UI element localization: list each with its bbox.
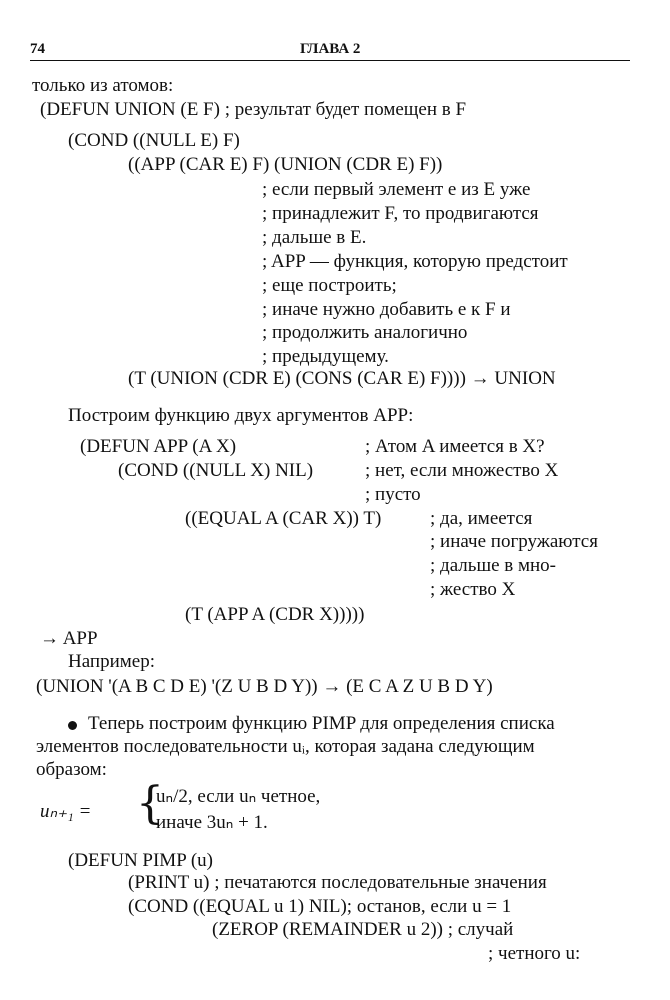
comment-line: ; принадлежит F, то продвигаются <box>262 203 539 224</box>
code-line: (COND ((EQUAL u 1) NIL); останов, если u = 1 <box>128 896 512 917</box>
code-line: (DEFUN PIMP (u) <box>68 850 213 871</box>
bullet-dot <box>68 715 83 737</box>
code-line: (COND ((NULL X) NIL) <box>118 460 314 481</box>
text-line: образом: <box>36 759 107 780</box>
code-line: (DEFUN UNION (E F) ; результат будет помещен в F <box>40 99 467 120</box>
code-line: → APP <box>40 628 98 649</box>
code-line: (T (UNION (CDR E) (CONS (CAR E) F)))) → UNION <box>128 368 556 389</box>
text-line: элементов последовательности uᵢ, которая задана следующим <box>36 736 535 757</box>
formula-lhs: uₙ₊₁ = <box>40 801 92 822</box>
formula-case-1: uₙ/2, если uₙ четное, <box>156 786 321 807</box>
comment-line: ; четного u: <box>488 943 581 964</box>
comment-line: ; предыдущему. <box>262 346 389 367</box>
comment-line: ; иначе погружаются <box>430 531 598 552</box>
text-line: Построим функцию двух аргументов APP: <box>68 405 414 426</box>
header-rule <box>30 60 630 61</box>
code-line: (PRINT u) ; печатаются последовательные значения <box>128 872 547 893</box>
text-line: Например: <box>68 651 155 672</box>
code-line: (T (APP A (CDR X))))) <box>185 604 365 625</box>
comment-line: ; да, имеется <box>430 508 533 529</box>
comment-line: ; продолжить аналогично <box>262 322 468 343</box>
comment-line: ; Атом A имеется в X? <box>365 436 545 457</box>
code-line: ((EQUAL A (CAR X)) T) <box>185 508 382 529</box>
code-line: (COND ((NULL E) F) <box>68 130 240 151</box>
text-line: Теперь построим функцию PIMP для определения списка <box>88 713 555 734</box>
chapter-title: ГЛАВА 2 <box>300 41 361 57</box>
code-line: (UNION '(A B C D E) '(Z U B D Y)) → (E C A Z U B D Y) <box>36 676 493 697</box>
code-line: (DEFUN APP (A X) <box>80 436 237 457</box>
comment-line: ; пусто <box>365 484 421 505</box>
comment-line: ; если первый элемент e из E уже <box>262 179 531 200</box>
page-number: 74 <box>30 41 45 57</box>
formula-brace: { <box>136 778 164 829</box>
comment-line: ; дальше в E. <box>262 227 367 248</box>
code-line: ((APP (CAR E) F) (UNION (CDR E) F)) <box>128 154 443 175</box>
formula-case-2: иначе 3uₙ + 1. <box>156 812 268 833</box>
comment-line: ; дальше в мно- <box>430 555 556 576</box>
comment-line: ; еще построить; <box>262 275 397 296</box>
comment-line: ; иначе нужно добавить e к F и <box>262 299 511 320</box>
comment-line: ; APP — функция, которую предстоит <box>262 251 568 272</box>
comment-line: ; жество X <box>430 579 516 600</box>
code-line: (ZEROP (REMAINDER u 2)) ; случай <box>212 919 514 940</box>
text-line: только из атомов: <box>32 75 174 96</box>
comment-line: ; нет, если множество X <box>365 460 559 481</box>
